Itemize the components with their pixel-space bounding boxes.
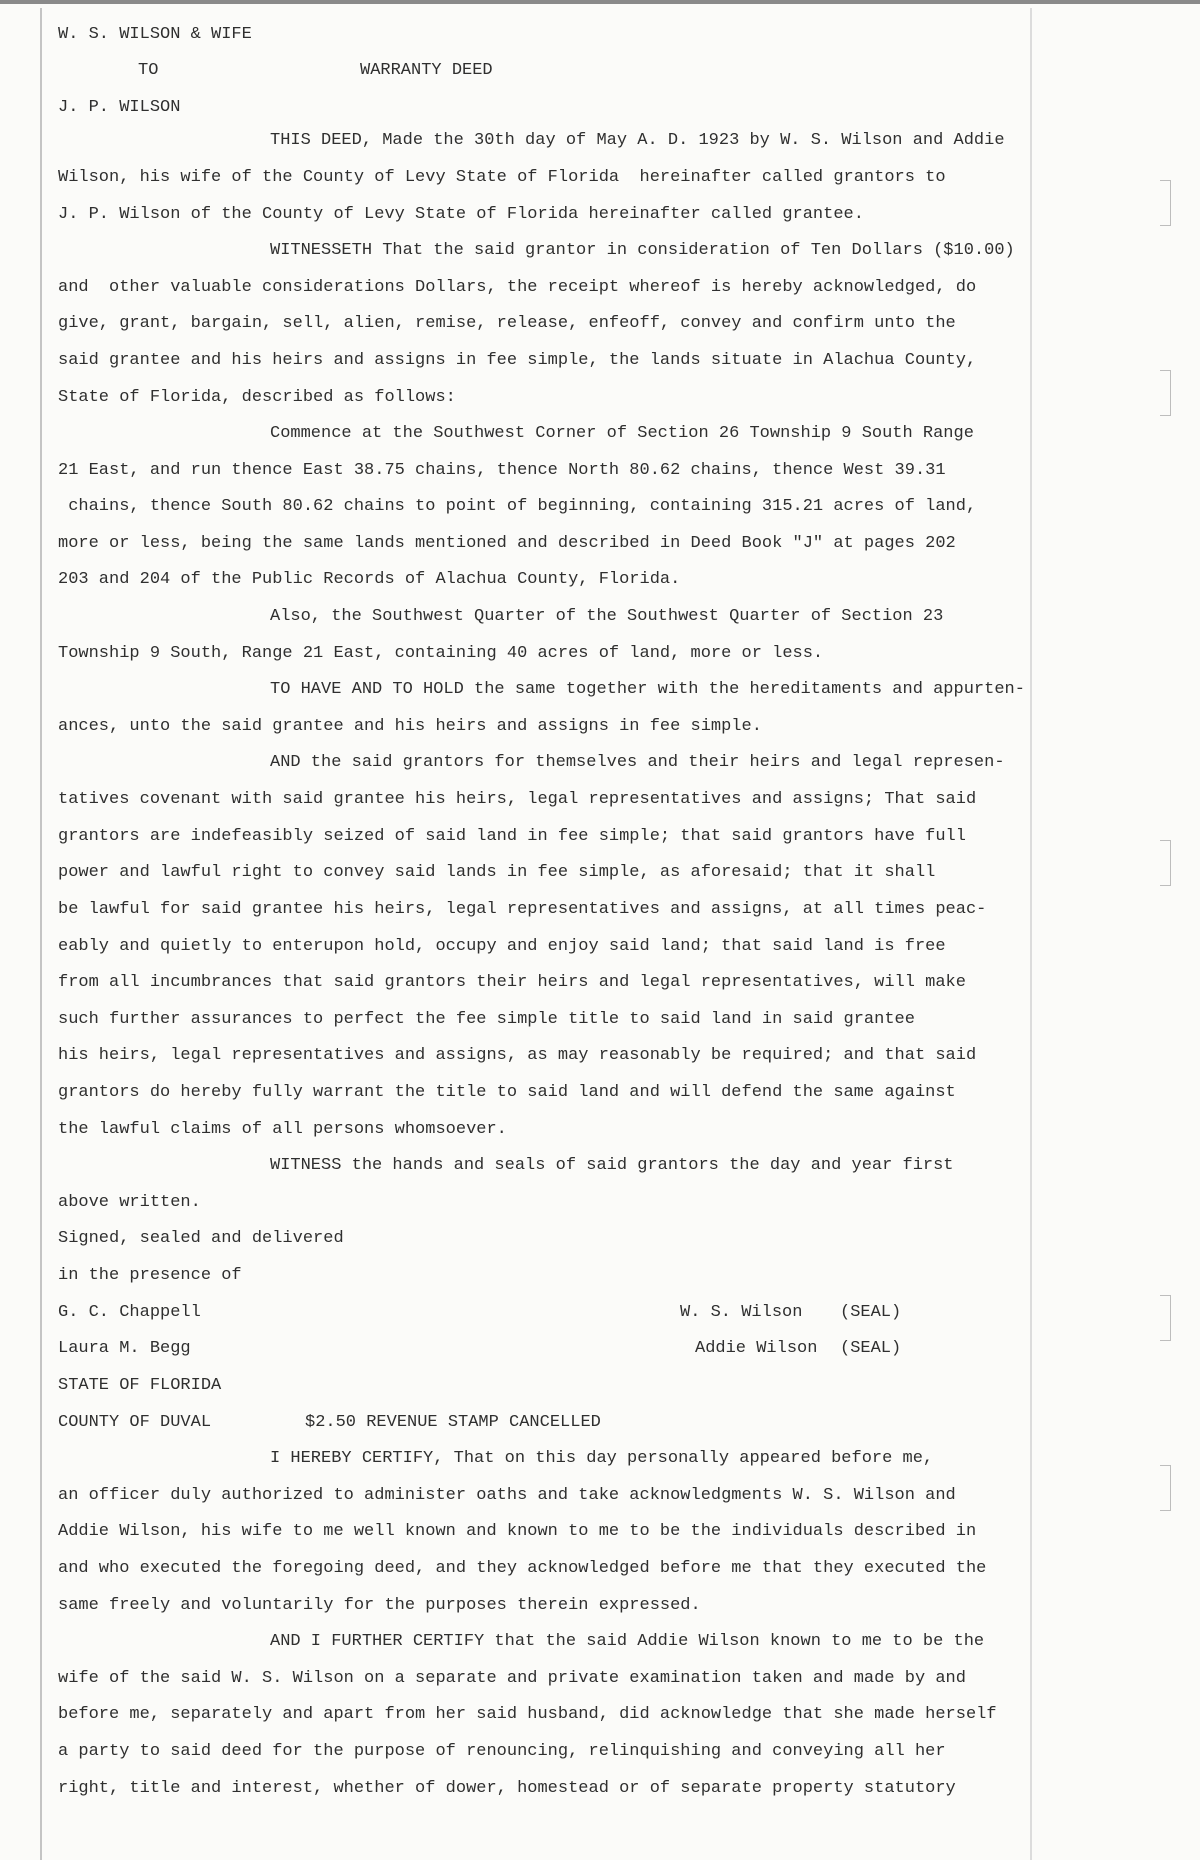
margin-bracket-mark (1160, 370, 1171, 416)
deed-line: grantors are indefeasibly seized of said land in fee simple; that said grantors have full (58, 827, 966, 846)
deed-line: Wilson, his wife of the County of Levy State of Florida hereinafter called grantors to (58, 168, 946, 187)
deed-line: chains, thence South 80.62 chains to point of beginning, containing 315.21 acres of land, (58, 497, 977, 516)
deed-line: WITNESSETH That the said grantor in consideration of Ten Dollars ($10.00) (270, 241, 1015, 260)
acknowledgment-line: I HEREBY CERTIFY, That on this day personally appeared before me, (270, 1449, 934, 1468)
acknowledgment-line: Addie Wilson, his wife to me well known and known to me to be the individuals described in (58, 1522, 977, 1541)
deed-line: AND the said grantors for themselves and their heirs and legal represen- (270, 753, 1005, 772)
grantor-signature: W. S. Wilson (680, 1303, 803, 1322)
acknowledgment-line: same freely and voluntarily for the purposes therein expressed. (58, 1596, 701, 1615)
seal-label: (SEAL) (840, 1303, 902, 1322)
deed-line: Commence at the Southwest Corner of Section 26 Township 9 South Range (270, 424, 974, 443)
venue-state: STATE OF FLORIDA (58, 1376, 222, 1395)
deed-line: his heirs, legal representatives and assigns, as may reasonably be required; and that said (58, 1046, 977, 1065)
witness-name: G. C. Chappell (58, 1303, 201, 1322)
deed-line: WITNESS the hands and seals of said grantors the day and year first (270, 1156, 954, 1175)
deed-line: in the presence of (58, 1266, 242, 1285)
margin-bracket-mark (1160, 840, 1171, 886)
margin-bracket-mark (1160, 1295, 1171, 1341)
deed-line: J. P. Wilson of the County of Levy State of Florida hereinafter called grantee. (58, 205, 864, 224)
top-border (0, 0, 1200, 4)
to-label: TO (138, 61, 159, 80)
grantor-party-header: W. S. WILSON & WIFE (58, 25, 252, 44)
venue-county: COUNTY OF DUVAL (58, 1413, 212, 1432)
deed-line: grantors do hereby fully warrant the title to said land and will defend the same against (58, 1083, 956, 1102)
deed-line: TO HAVE AND TO HOLD the same together with the hereditaments and appurten- (270, 680, 1025, 699)
deed-line: more or less, being the same lands mentioned and described in Deed Book "J" at pages 202 (58, 534, 956, 553)
deed-line: Township 9 South, Range 21 East, containing 40 acres of land, more or less. (58, 644, 824, 663)
grantor-signature: Addie Wilson (695, 1339, 818, 1358)
deed-line: State of Florida, described as follows: (58, 388, 456, 407)
acknowledgment-line: and who executed the foregoing deed, and they acknowledged before me that they executed the (58, 1559, 987, 1578)
grantee-party-header: J. P. WILSON (58, 98, 181, 117)
seal-label: (SEAL) (840, 1339, 902, 1358)
deed-line: and other valuable considerations Dollars, the receipt whereof is hereby acknowledged, do (58, 278, 977, 297)
deed-line: Signed, sealed and delivered (58, 1229, 344, 1248)
deed-line: above written. (58, 1193, 201, 1212)
deed-line: said grantee and his heirs and assigns in fee simple, the lands situate in Alachua County, (58, 351, 977, 370)
deed-line: eably and quietly to enterupon hold, occupy and enjoy said land; that said land is free (58, 937, 946, 956)
deed-line: give, grant, bargain, sell, alien, remise, release, enfeoff, convey and confirm unto the (58, 314, 956, 333)
margin-bracket-mark (1160, 180, 1171, 226)
acknowledgment-line: wife of the said W. S. Wilson on a separate and private examination taken and made by and (58, 1669, 966, 1688)
deed-line: such further assurances to perfect the fee simple title to said land in said grantee (58, 1010, 915, 1029)
deed-line: the lawful claims of all persons whomsoever. (58, 1120, 507, 1139)
margin-bracket-mark (1160, 1465, 1171, 1511)
deed-line: Also, the Southwest Quarter of the Southwest Quarter of Section 23 (270, 607, 944, 626)
deed-line: tatives covenant with said grantee his heirs, legal representatives and assigns; That said (58, 790, 977, 809)
deed-line: ances, unto the said grantee and his heirs and assigns in fee simple. (58, 717, 762, 736)
deed-line: THIS DEED, Made the 30th day of May A. D. 1923 by W. S. Wilson and Addie (270, 131, 1005, 150)
witness-name: Laura M. Begg (58, 1339, 191, 1358)
acknowledgment-line: AND I FURTHER CERTIFY that the said Addie Wilson known to me to be the (270, 1632, 985, 1651)
deed-line: from all incumbrances that said grantors their heirs and legal representatives, will make (58, 973, 966, 992)
acknowledgment-line: an officer duly authorized to administer oaths and take acknowledgments W. S. Wilson and (58, 1486, 956, 1505)
deed-line: 21 East, and run thence East 38.75 chains, thence North 80.62 chains, thence West 39.31 (58, 461, 946, 480)
left-margin-line (40, 8, 42, 1860)
acknowledgment-line: right, title and interest, whether of dower, homestead or of separate property statutory (58, 1779, 956, 1798)
acknowledgment-line: a party to said deed for the purpose of renouncing, relinquishing and conveying all her (58, 1742, 946, 1761)
deed-line: be lawful for said grantee his heirs, legal representatives and assigns, at all times peac- (58, 900, 987, 919)
deed-line: power and lawful right to convey said lands in fee simple, as aforesaid; that it shall (58, 863, 936, 882)
document-title: WARRANTY DEED (360, 61, 493, 80)
revenue-stamp-note: $2.50 REVENUE STAMP CANCELLED (305, 1413, 601, 1432)
acknowledgment-line: before me, separately and apart from her said husband, did acknowledge that she made herself (58, 1705, 997, 1724)
right-margin-line (1030, 8, 1032, 1860)
deed-line: 203 and 204 of the Public Records of Alachua County, Florida. (58, 570, 681, 589)
